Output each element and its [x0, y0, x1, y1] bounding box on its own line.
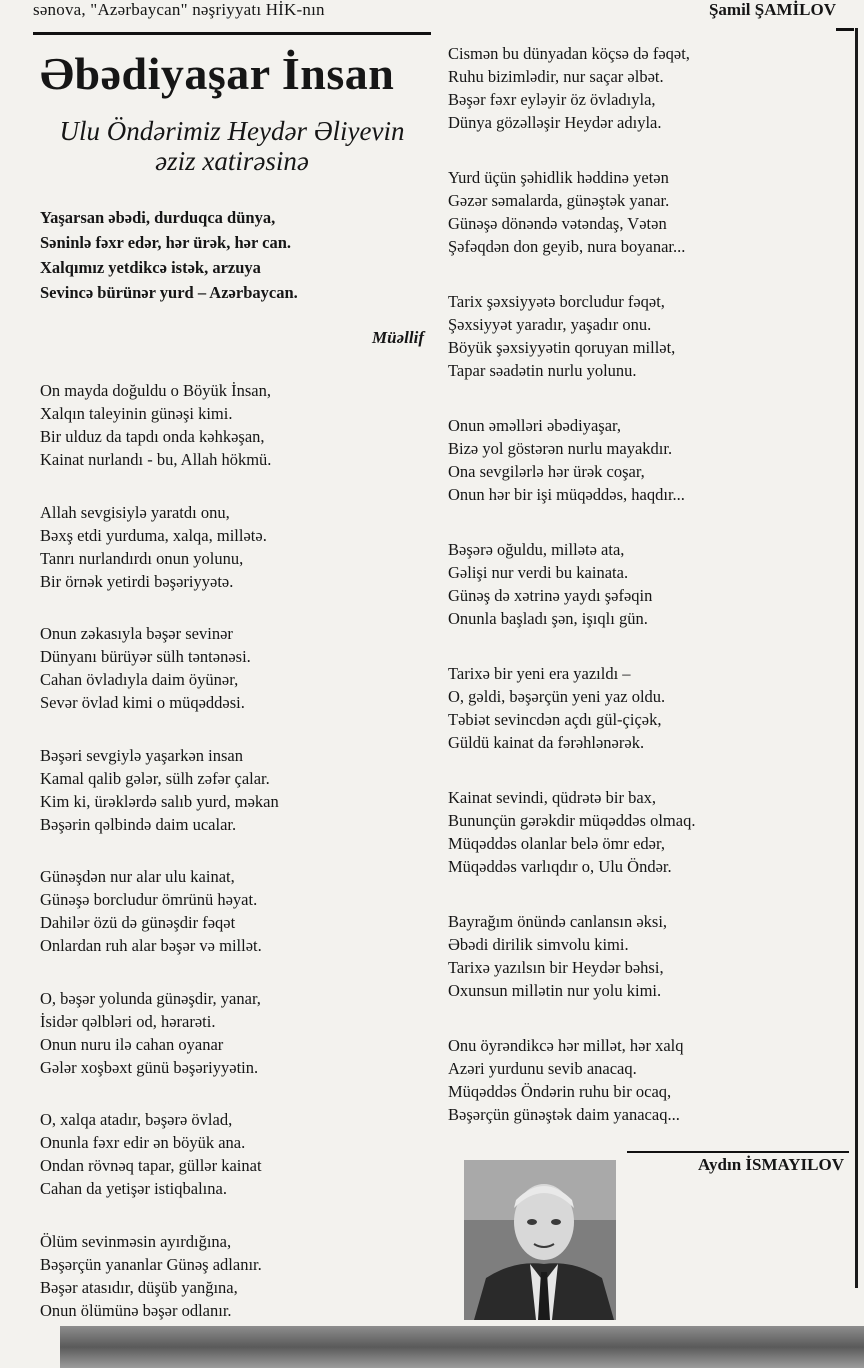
poem-line: Bəşər atasıdır, düşüb yanğına,	[40, 1277, 238, 1297]
poem-line: Azəri yurdunu sevib anacaq.	[448, 1059, 637, 1078]
poem-line: On mayda doğuldu o Böyük İnsan,	[40, 381, 271, 400]
stanza	[448, 662, 858, 754]
poem-line: Gələr xoşbəxt günü bəşəriyyətin.	[40, 1057, 259, 1077]
poem-line: Ölüm sevinməsin ayırdığına,	[40, 1231, 232, 1251]
page-bottom-edge	[60, 1326, 864, 1368]
portrait-photo-icon	[464, 1160, 616, 1320]
poem-line: Güldü kainat da fərəhlənərək.	[448, 733, 645, 752]
poem-column-left	[40, 379, 420, 1351]
stanza	[448, 290, 858, 382]
stanza	[40, 744, 420, 836]
poem-line: Oxunsun millətin nur yolu kimi.	[448, 981, 662, 1000]
poem-line: İsidər qəlbləri od, hərarəti.	[40, 1011, 216, 1031]
stanza	[40, 1230, 420, 1322]
epigraph-line: Sevincə bürünər yurd – Azərbaycan.	[40, 283, 298, 302]
stanza	[448, 786, 858, 878]
poem-line: Tanrı nurlandırdı onun yolunu,	[40, 548, 244, 568]
epigraph-line: Xalqımız yetdikcə istək, arzuya	[40, 258, 261, 277]
epigraph-author: Müəllif	[372, 328, 424, 347]
poem-dedication: Ulu Öndərimiz Heydər Əliyevin əziz xatirəsinə	[59, 116, 405, 176]
poem-line: Onun nuru ilə cahan oyanar	[40, 1034, 224, 1054]
poem-line: Ruhu bizimlədir, nur saçar əlbət.	[448, 67, 664, 86]
title-rule	[33, 32, 431, 35]
poem-line: Cahan övladıyla daim öyünər,	[40, 670, 239, 689]
poem-signature: Aydın İSMAYILOV	[698, 1155, 844, 1174]
poem-line: Günəşdən nur alar ulu kainat,	[40, 867, 235, 886]
stanza	[40, 1108, 420, 1200]
poem-line: Onunla fəxr edir ən böyük ana.	[40, 1133, 246, 1152]
poem-line: Müqəddəs varlıqdır o, Ulu Öndər.	[448, 857, 672, 876]
poem-line: Onunla başladı şən, işıqlı gün.	[448, 609, 648, 628]
poem-line: Gəlişi nur verdi bu kainata.	[448, 563, 629, 582]
portrait-illustration	[464, 1160, 616, 1320]
poem-line: Yurd üçün şəhidlik həddinə yetən	[448, 168, 669, 187]
poem-line: Bəşər fəxr eyləyir öz övladıyla,	[448, 90, 656, 109]
stanza	[448, 1034, 858, 1126]
poem-line: Təbiət sevincdən açdı gül-çiçək,	[448, 710, 662, 729]
poem-line: Günəşə dönəndə vətəndaş, Vətən	[448, 214, 667, 233]
signature-rule	[627, 1151, 849, 1153]
epigraph	[40, 205, 298, 305]
stanza	[448, 414, 858, 506]
poem-line: O, bəşər yolunda günəşdir, yanar,	[40, 988, 261, 1008]
poem-line: Bəşəri sevgiylə yaşarkən insan	[40, 745, 243, 765]
poem-line: Dahilər özü də günəşdir fəqət	[40, 913, 236, 932]
poem-line: Günəş də xətrinə yaydı şəfəqin	[448, 586, 653, 605]
poem-line: Onun zəkasıyla bəşər sevinər	[40, 624, 233, 643]
poem-line: Əbədi dirilik simvolu kimi.	[448, 935, 629, 954]
poem-line: Onu öyrəndikcə hər millət, hər xalq	[448, 1036, 684, 1055]
stanza	[448, 42, 858, 134]
poem-line: Müqəddəs olanlar belə ömr edər,	[448, 834, 665, 853]
poem-line: Onun ölümünə bəşər odlanır.	[40, 1300, 232, 1320]
poem-line: Bir ulduz da tapdı onda kəhkəşan,	[40, 427, 265, 446]
stanza	[448, 910, 858, 1002]
poem-line: Dünyanı bürüyər sülh təntənəsi.	[40, 647, 251, 666]
poem-line: Allah sevgisiylə yaratdı onu,	[40, 502, 230, 522]
poem-line: Tarixə bir yeni era yazıldı –	[448, 664, 631, 683]
poem-line: Bayrağım önündə canlansın əksi,	[448, 912, 668, 931]
poem-line: Bəşərin qəlbində daim ucalar.	[40, 814, 237, 834]
poem-line: Bəşərə oğuldu, millətə ata,	[448, 540, 625, 559]
poem-line: Onun hər bir işi müqəddəs, haqdır...	[448, 485, 685, 504]
poem-line: Tarixə yazılsın bir Heydər bəhsi,	[448, 958, 664, 977]
poem-line: Günəşə borcludur ömrünü həyat.	[40, 890, 258, 909]
poem-title: Əbədiyaşar İnsan	[40, 48, 395, 99]
poem-line: Cahan da yetişər istiqbalına.	[40, 1179, 227, 1198]
poem-line: Bəşərçün günəştək daim yanacaq...	[448, 1105, 680, 1124]
poem-line: Ona sevgilərlə hər ürək coşar,	[448, 462, 645, 481]
poem-line: Şəxsiyyət yaradır, yaşadır onu.	[448, 315, 652, 334]
poem-line: Onun əməlləri əbədiyaşar,	[448, 416, 621, 435]
poem-line: Sevər övlad kimi o müqəddəsi.	[40, 693, 245, 712]
stanza	[448, 538, 858, 630]
header-strip	[0, 0, 864, 22]
poem-column-right	[448, 42, 858, 1158]
poem-line: Bəxş etdi yurduma, xalqa, millətə.	[40, 525, 267, 545]
poem-line: Bəşərçün yananlar Günəş adlanır.	[40, 1254, 262, 1274]
header-right-author: Şamil ŞAMİLOV	[708, 0, 836, 19]
poem-line: O, gəldi, bəşərçün yeni yaz oldu.	[448, 687, 666, 706]
poem-line: Kainat sevindi, qüdrətə bir bax,	[448, 788, 657, 807]
poem-line: Bir örnək yetirdi bəşəriyyətə.	[40, 571, 234, 591]
poem-line: Kainat nurlandı - bu, Allah hökmü.	[40, 450, 272, 469]
poem-line: Kamal qalib gələr, sülh zəfər çalar.	[40, 768, 270, 788]
poem-line: Xalqın taleyinin günəşi kimi.	[40, 404, 233, 423]
poem-line: Tarix şəxsiyyətə borcludur fəqət,	[448, 292, 665, 311]
stanza	[40, 987, 420, 1079]
poem-line: Ondan rövnəq tapar, güllər kainat	[40, 1156, 262, 1175]
poem-line: Tapar səadətin nurlu yolunu.	[448, 361, 637, 380]
stanza	[40, 622, 420, 714]
poem-line: Bununçün gərəkdir müqəddəs olmaq.	[448, 811, 696, 830]
poem-line: Böyük şəxsiyyətin qoruyan millət,	[448, 338, 676, 357]
poem-line: O, xalqa atadır, bəşərə övlad,	[40, 1110, 233, 1129]
stanza	[40, 379, 420, 471]
epigraph-line: Səninlə fəxr edər, hər ürək, hər can.	[40, 233, 291, 252]
poem-line: Cismən bu dünyadan köçsə də fəqət,	[448, 44, 690, 63]
poem-line: Şəfəqdən don geyib, nura boyanar...	[448, 237, 686, 256]
poem-line: Müqəddəs Öndərin ruhu bir ocaq,	[448, 1082, 672, 1101]
stanza	[40, 865, 420, 957]
epigraph-line: Yaşarsan əbədi, durduqca dünya,	[40, 208, 276, 227]
right-rule	[836, 28, 854, 31]
poem-line: Dünya gözəlləşir Heydər adıyla.	[448, 113, 662, 132]
poem-line: Gəzər səmalarda, günəştək yanar.	[448, 191, 670, 210]
poem-line: Bizə yol göstərən nurlu mayakdır.	[448, 439, 673, 458]
poem-line: Onlardan ruh alar bəşər və millət.	[40, 936, 262, 955]
header-left-text: sənova, "Azərbaycan" nəşriyyatı HİK-nın	[33, 0, 325, 19]
stanza	[448, 166, 858, 258]
poem-line: Kim ki, ürəklərdə salıb yurd, məkan	[40, 791, 279, 811]
stanza	[40, 501, 420, 593]
